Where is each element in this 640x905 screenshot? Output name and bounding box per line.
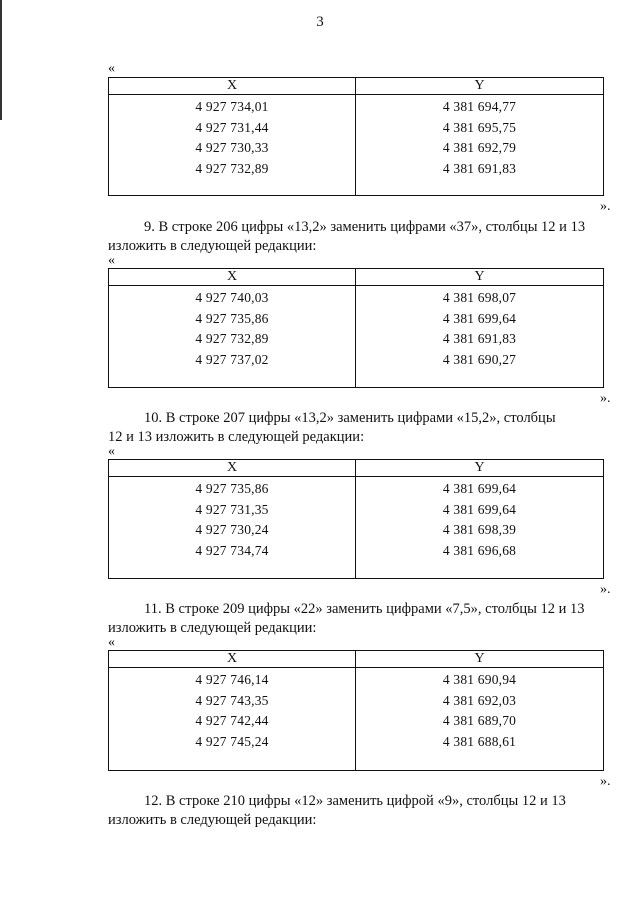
header-x: X — [109, 269, 355, 286]
x-value: 4 927 731,35 — [195, 501, 269, 517]
open-quote: « — [108, 444, 115, 459]
paragraph-item-10 — [108, 409, 604, 447]
x-value: 4 927 731,44 — [195, 119, 269, 135]
x-value: 4 927 743,35 — [195, 692, 269, 708]
header-x: X — [109, 651, 355, 668]
paragraph-item-11 — [108, 600, 604, 638]
column-y — [356, 78, 603, 195]
y-value: 4 381 690,27 — [442, 351, 517, 367]
column-y — [356, 269, 603, 387]
x-value: 4 927 742,44 — [195, 713, 269, 728]
header-y: Y — [356, 651, 603, 668]
x-value: 4 927 734,01 — [195, 99, 269, 114]
header-x: X — [109, 78, 355, 95]
y-value: 4 381 696,68 — [442, 542, 517, 558]
y-value: 4 381 698,39 — [442, 522, 517, 537]
open-quote: « — [108, 253, 115, 268]
x-value: 4 927 735,86 — [195, 481, 269, 496]
x-value: 4 927 737,02 — [195, 351, 269, 367]
x-value: 4 927 735,86 — [195, 310, 269, 326]
header-x: X — [109, 460, 355, 477]
x-value: 4 927 732,89 — [195, 160, 269, 176]
paragraph-line: 11. В строке 209 цифры «22» заменить цифрами «7,5», столбцы 12 и 13 — [144, 601, 585, 617]
column-y — [356, 651, 603, 770]
y-value: 4 381 695,75 — [442, 119, 517, 135]
header-y: Y — [356, 269, 603, 286]
y-value: 4 381 699,64 — [442, 501, 517, 517]
column-x — [109, 269, 356, 387]
paragraph-line: 10. В строке 207 цифры «13,2» заменить цифрами «15,2», столбцы — [144, 410, 556, 426]
column-y — [356, 460, 603, 578]
paragraph-item-12 — [108, 792, 604, 830]
paragraph-line: изложить в следующей редакции: — [108, 812, 317, 828]
x-value: 4 927 730,33 — [195, 140, 269, 155]
y-value: 4 381 699,64 — [442, 310, 517, 326]
paragraph-line: 9. В строке 206 цифры «13,2» заменить цифрами «37», столбцы 12 и 13 — [144, 219, 586, 235]
close-quote: ». — [600, 199, 611, 214]
open-quote: « — [108, 635, 115, 650]
coordinates-table-4 — [108, 650, 604, 771]
y-value: 4 381 691,83 — [442, 331, 517, 346]
y-value: 4 381 692,03 — [442, 692, 517, 708]
y-value: 4 381 688,61 — [442, 733, 517, 749]
column-x — [109, 651, 356, 770]
paragraph-line: изложить в следующей редакции: — [108, 620, 317, 636]
coordinates-table-2 — [108, 268, 604, 388]
x-value: 4 927 745,24 — [195, 733, 269, 749]
close-quote: ». — [600, 391, 611, 406]
coordinates-table-3 — [108, 459, 604, 579]
open-quote: « — [108, 61, 115, 76]
paragraph-item-9 — [108, 218, 604, 256]
x-value: 4 927 740,03 — [195, 290, 269, 305]
header-y: Y — [356, 78, 603, 95]
x-value: 4 927 732,89 — [195, 331, 269, 346]
y-value: 4 381 698,07 — [442, 290, 517, 305]
coordinates-table-1 — [108, 77, 604, 196]
x-value: 4 927 734,74 — [195, 542, 269, 558]
y-value: 4 381 691,83 — [442, 160, 517, 176]
y-value: 4 381 694,77 — [442, 99, 517, 114]
paragraph-line: 12. В строке 210 цифры «12» заменить цифрой «9», столбцы 12 и 13 — [144, 793, 566, 809]
y-value: 4 381 689,70 — [442, 713, 517, 728]
x-value: 4 927 730,24 — [195, 522, 269, 537]
y-value: 4 381 692,79 — [442, 140, 517, 155]
close-quote: ». — [600, 582, 611, 597]
y-value: 4 381 699,64 — [442, 481, 517, 496]
paragraph-line: изложить в следующей редакции: — [108, 238, 317, 254]
page-number: 3 — [316, 14, 324, 30]
y-value: 4 381 690,94 — [442, 672, 517, 687]
paragraph-line: 12 и 13 изложить в следующей редакции: — [108, 429, 365, 445]
x-value: 4 927 746,14 — [195, 672, 269, 687]
header-y: Y — [356, 460, 603, 477]
column-x — [109, 78, 356, 195]
close-quote: ». — [600, 774, 611, 789]
column-x — [109, 460, 356, 578]
